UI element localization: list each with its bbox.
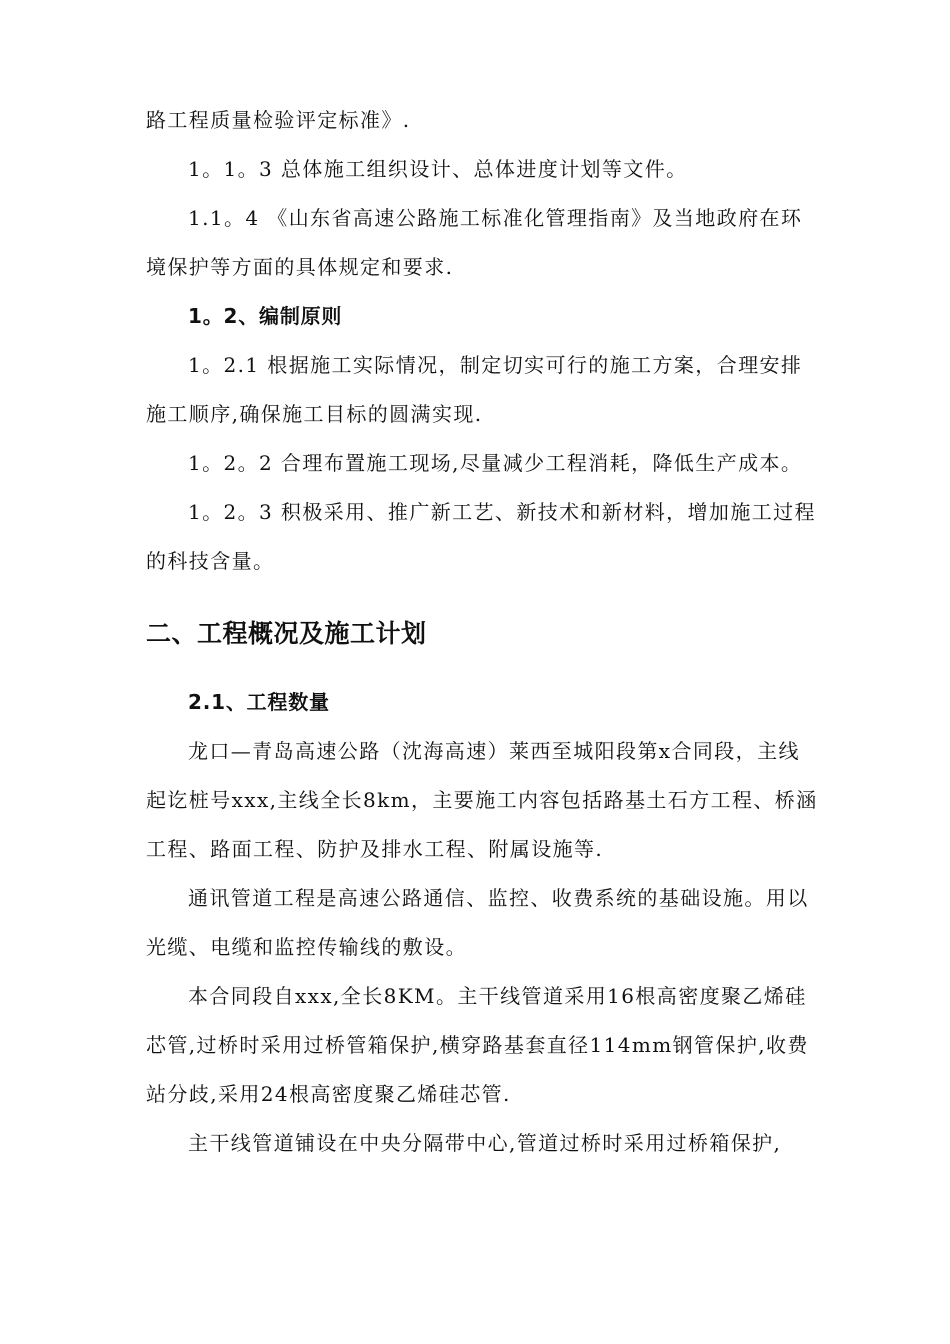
- document-content: [146, 96, 818, 1168]
- paragraph-1-1-4: 1.1。4 《山东省高速公路施工标准化管理指南》及当地政府在环境保护等方面的具体规定和要求.: [146, 206, 803, 279]
- subheading-2-1: 2.1、工程数量: [188, 690, 330, 714]
- subheading-1-2: 1。2、编制原则: [188, 304, 343, 328]
- main-pipeline-paragraph: 主干线管道铺设在中央分隔带中心,管道过桥时采用过桥箱保护,: [188, 1131, 782, 1155]
- project-overview-paragraph: 龙口—青岛高速公路（沈海高速）莱西至城阳段第x合同段，主线起讫桩号xxx,主线全长8km，主要施工内容包括路基土石方工程、桥涵工程、路面工程、防护及排水工程、附属设施等.: [146, 739, 818, 861]
- communication-pipeline-paragraph: 通讯管道工程是高速公路通信、监控、收费系统的基础设施。用以光缆、电缆和监控传输线的敷设。: [146, 886, 809, 959]
- continuation-paragraph: 路工程质量检验评定标准》.: [146, 108, 411, 132]
- contract-section-paragraph: 本合同段自xxx,全长8KM。主干线管道采用16根高密度聚乙烯硅芯管,过桥时采用过桥管箱保护,横穿路基套直径114mm钢管保护,收费站分歧,采用24根高密度聚乙烯硅芯管.: [146, 984, 809, 1106]
- paragraph-1-1-3: 1。1。3 总体施工组织设计、总体进度计划等文件。: [188, 157, 688, 181]
- section-heading-2: 二、工程概况及施工计划: [146, 619, 427, 648]
- paragraph-1-2-2: 1。2。2 合理布置施工现场,尽量减少工程消耗，降低生产成本。: [188, 451, 803, 475]
- paragraph-1-2-1: 1。2.1 根据施工实际情况，制定切实可行的施工方案，合理安排施工顺序,确保施工目标的圆满实现.: [146, 353, 803, 426]
- paragraph-1-2-3: 1。2。3 积极采用、推广新工艺、新技术和新材料，增加施工过程的科技含量。: [146, 500, 816, 573]
